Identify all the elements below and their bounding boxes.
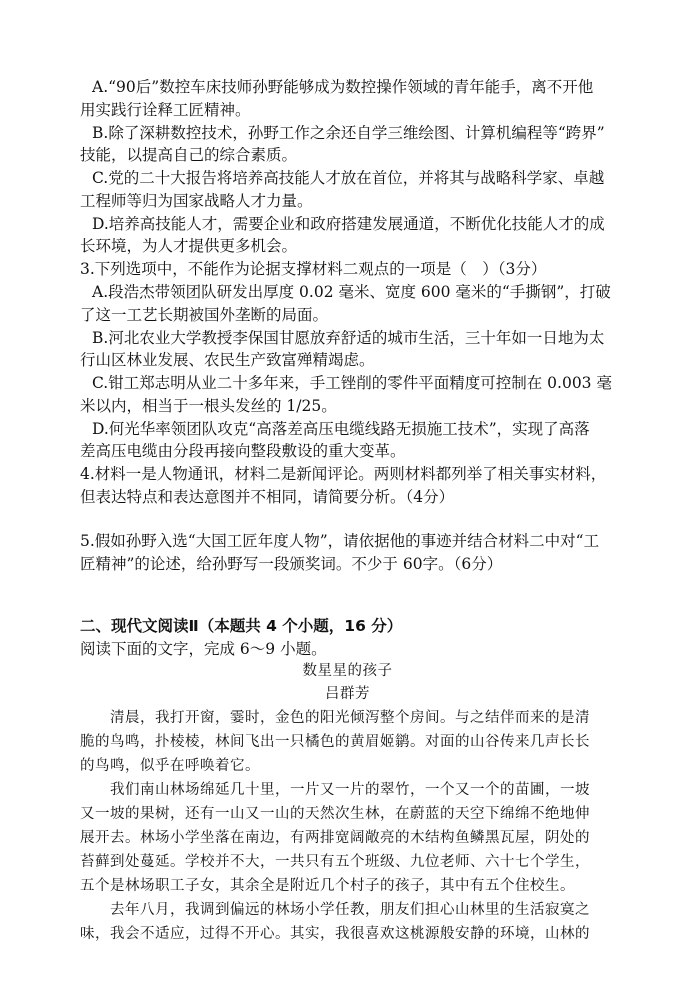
story-p1-line2: 脆的鸟鸣，扑棱棱，林间飞出一只橘色的黄眉姬鹟。对面的山谷传来几声长长 bbox=[80, 734, 590, 750]
q3-option-d-line2: 差高压电缆由分段再接向整段敷设的重大变革。 bbox=[80, 442, 406, 460]
q3-option-a-line2: 了这一工艺长期被国外垄断的局面。 bbox=[80, 306, 329, 324]
story-p2-line5: 五个是林场职工子女，其余全是附近几个村子的孩子，其中有五个住校生。 bbox=[80, 878, 575, 894]
story-author: 吕群芳 bbox=[325, 686, 370, 702]
story-title: 数星星的孩子 bbox=[302, 663, 393, 679]
q5-line2: 匠精神”的论述，给孙野写一段颁奖词。不少于 60字。（6分） bbox=[80, 555, 503, 573]
story-p2-line3: 展开去。林场小学坐落在南边，有两排宽阔敞亮的木结构鱼鳞黑瓦屋，阴处的 bbox=[80, 830, 590, 846]
q3-option-b-line1: B.河北农业大学教授李保国甘愿放弃舒适的城市生活，三十年如一日地为太 bbox=[92, 329, 605, 347]
q4-line2: 但表达特点和表达意图并不相同，请简要分析。（4分） bbox=[80, 488, 455, 506]
story-p1-line3: 的鸟鸣，似乎在呼唤着它。 bbox=[80, 758, 260, 774]
q3-option-b-line2: 行山区林业发展、农民生产致富殚精竭虑。 bbox=[80, 351, 375, 369]
q2-option-d-line2: 长环境，为人才提供更多机会。 bbox=[80, 237, 298, 255]
q2-option-d-line1: D.培养高技能人才，需要企业和政府搭建发展通道，不断优化技能人才的成 bbox=[92, 215, 605, 233]
q3-option-a-line1: A.段浩杰带领团队研发出厚度 0.02 毫米、宽度 600 毫米的“手撕钢”，打破 bbox=[92, 283, 611, 301]
story-p2-line1: 我们南山林场绵延几十里，一片又一片的翠竹，一个又一个的苗圃，一坡 bbox=[110, 782, 590, 798]
q2-option-a-line1: A.“90后”数控车床技师孙野能够成为数控操作领域的青年能手，离不开他 bbox=[92, 78, 594, 96]
story-p1-line1: 清晨，我打开窗，霎时，金色的阳光倾泻整个房间。与之结伴而来的是清 bbox=[110, 710, 590, 726]
story-p2-line4: 苔藓到处蔓延。学校并不大，一共只有五个班级、九位老师、六十七个学生， bbox=[80, 854, 590, 870]
q2-option-c-line1: C.党的二十大报告将培养高技能人才放在首位，并将其与战略科学家、卓越 bbox=[92, 169, 605, 187]
q3-stem: 3.下列选项中，不能作为论据支撑材料二观点的一项是（ ）（3分） bbox=[80, 260, 547, 278]
q3-option-c-line2: 米以内，相当于一根头发丝的 1/25。 bbox=[80, 397, 337, 415]
q4-line1: 4.材料一是人物通讯，材料二是新闻评论。两则材料都列举了相关事实材料， bbox=[80, 465, 607, 483]
q2-option-a-line2: 用实践行诠释工匠精神。 bbox=[80, 101, 251, 119]
q2-option-c-line2: 工程师等归为国家战略人才力量。 bbox=[80, 192, 313, 210]
story-p2-line2: 又一坡的果树，还有一山又一山的天然次生林，在蔚蓝的天空下绵绵不绝地伸 bbox=[80, 806, 590, 822]
q2-option-b-line1: B.除了深耕数控技术，孙野工作之余还自学三维绘图、计算机编程等“跨界” bbox=[92, 124, 605, 142]
q3-option-c-line1: C.钳工郑志明从业二十多年来，手工锉削的零件平面精度可控制在 0.003 毫 bbox=[92, 374, 612, 392]
q2-option-b-line2: 技能，以提高自己的综合素质。 bbox=[80, 146, 298, 164]
q5-line1: 5.假如孙野入选“大国工匠年度人物”，请依据他的事迹并结合材料二中对“工 bbox=[80, 532, 600, 550]
section-instruction: 阅读下面的文字，完成 6～9 小题。 bbox=[80, 640, 327, 658]
story-p3-line2: 味，我会不适应，过得不开心。其实，我很喜欢这桃源般安静的环境，山林的 bbox=[80, 926, 590, 942]
q3-option-d-line1: D.何光华率领团队攻克“高落差高压电缆线路无损施工技术”，实现了高落 bbox=[92, 420, 590, 438]
story-p3-line1: 去年八月，我调到偏远的林场小学任教，朋友们担心山林里的生活寂寞之 bbox=[110, 902, 590, 918]
section-heading: 二、现代文阅读Ⅱ（本题共 4 个小题，16 分） bbox=[80, 617, 403, 635]
